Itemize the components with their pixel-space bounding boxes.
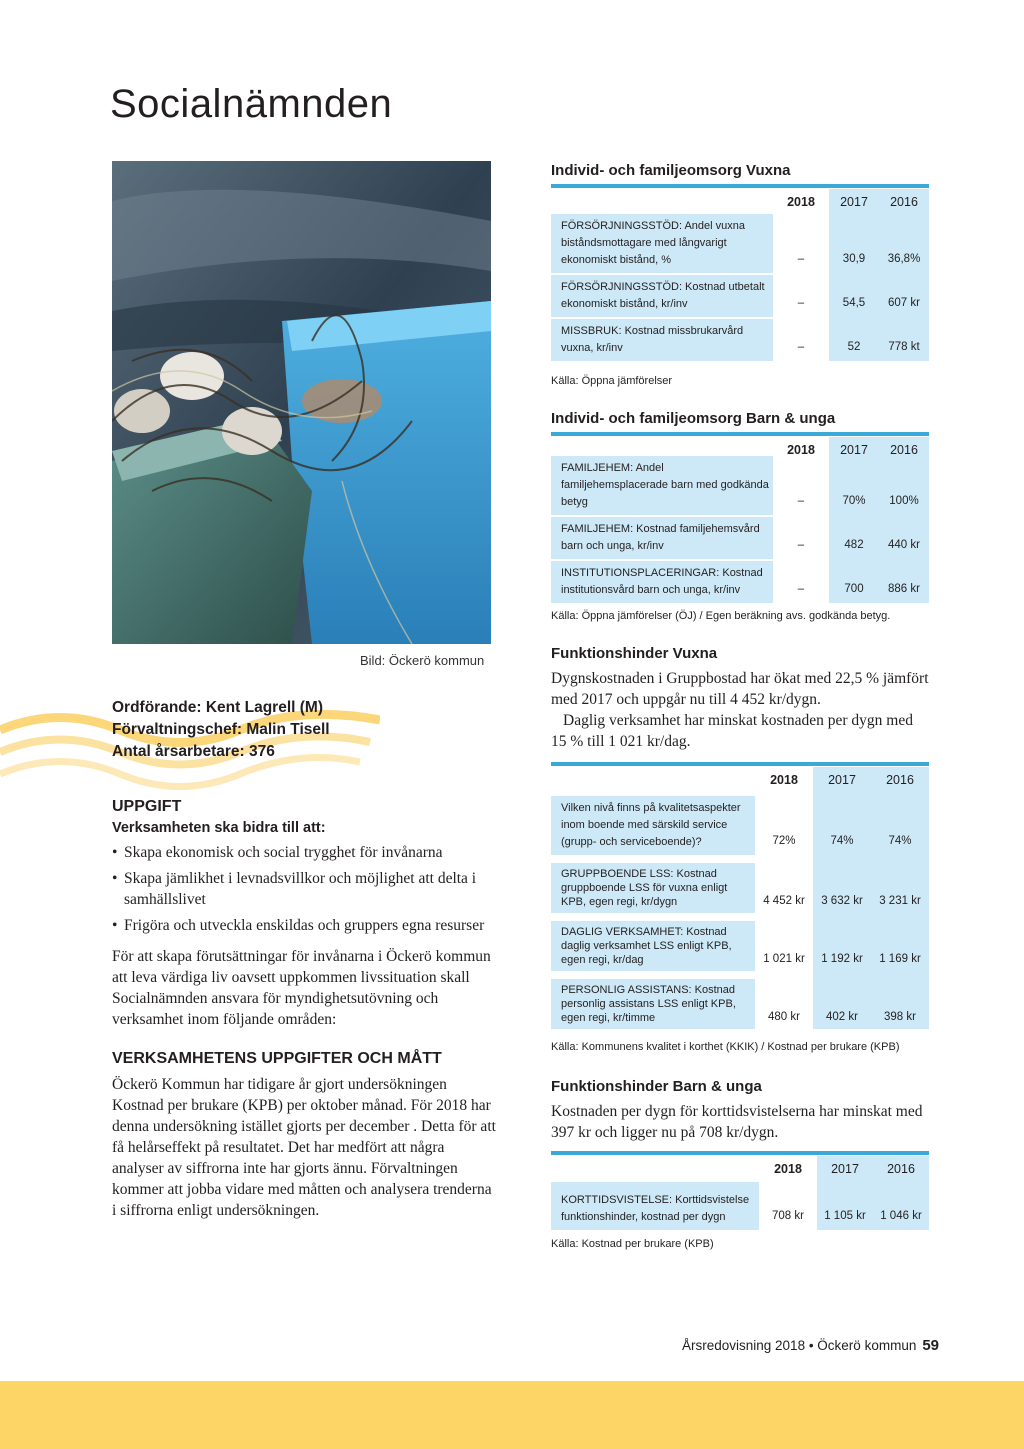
- value-2018: –: [797, 297, 805, 309]
- table-row: [551, 559, 929, 603]
- value-2016: 886 kr: [879, 559, 929, 603]
- value-2017: 3 632 kr: [813, 855, 871, 913]
- row-label: FAMILJEHEM: Andel familjehemsplacerade barn med godkända betyg: [551, 456, 773, 515]
- vuxna-table: [551, 189, 929, 361]
- table-header: [551, 767, 929, 793]
- value-2018: –: [797, 253, 805, 265]
- table-row: [551, 220, 929, 273]
- value-2017: 54,5: [829, 273, 879, 317]
- row-label: PERSONLIG ASSISTANS: Kostnad personlig assistans LSS enligt KPB, egen regi, kr/timme: [551, 979, 755, 1029]
- value-2016: 1 046 kr: [873, 1188, 929, 1230]
- value-2018: –: [797, 341, 805, 353]
- value-2016: 398 kr: [871, 971, 929, 1029]
- value-2016: 100%: [879, 471, 929, 515]
- manager-label: Förvaltningschef: Malin Tisell: [112, 721, 330, 738]
- table-header: [551, 189, 929, 215]
- row-label: GRUPPBOENDE LSS: Kostnad gruppboende LSS för vuxna enligt KPB, egen regi, kr/dygn: [551, 863, 755, 913]
- fh-vuxna-text: [551, 668, 931, 752]
- table-row: [551, 462, 929, 515]
- page-footer: [682, 1337, 939, 1354]
- year-2018: 2018: [787, 195, 815, 209]
- list-item: • Skapa ekonomisk och social trygghet för invånarna: [112, 842, 497, 863]
- left-column: [112, 798, 497, 1221]
- year-2018: 2018: [770, 773, 798, 787]
- table-header: [551, 1156, 929, 1182]
- value-2017: 70%: [829, 471, 879, 515]
- table-row: [551, 913, 929, 971]
- divider: [551, 432, 929, 436]
- verksamhet-heading: VERKSAMHETENS UPPGIFTER OCH MÅTT: [112, 1050, 442, 1067]
- year-2016: 2016: [879, 437, 929, 463]
- verksamhet-paragraph: Öckerö Kommun har tidigare år gjort undersökningen Kostnad per brukare (KPB) per oktober månad. För 2018 har denna undersökning istället gjorts per december . Detta för att få helårseffekt på resultatet. Det har medfört att några analyser av siffrorna inte har gjorts ännu. Förvaltningen kommer att jobba vidare med måtten och analysera trenderna i siffrorna enligt undersökningen.: [112, 1076, 496, 1219]
- row-label: KORTTIDSVISTELSE: Korttidsvistelse funktionshinder, kostnad per dygn: [551, 1188, 759, 1230]
- value-2017: 30,9: [829, 223, 879, 273]
- year-2017: 2017: [829, 437, 879, 463]
- barn-table: [551, 437, 929, 603]
- value-2016: 440 kr: [879, 515, 929, 559]
- value-2018: –: [797, 495, 805, 507]
- year-2018: 2018: [774, 1162, 802, 1176]
- table-row: [551, 793, 929, 855]
- value-2018: 708 kr: [772, 1210, 804, 1222]
- divider: [551, 1151, 929, 1155]
- table-row: [551, 971, 929, 1029]
- value-2017: 1 105 kr: [817, 1188, 873, 1230]
- value-2018: 1 021 kr: [763, 953, 805, 965]
- row-label: Vilken nivå finns på kvalitetsaspekter inom boende med särskild service (grupp- och serviceboende)?: [551, 796, 755, 855]
- page-title: Socialnämnden: [110, 82, 393, 126]
- value-2016: 74%: [871, 793, 929, 855]
- footer-text: Årsredovisning 2018 • Öckerö kommun: [682, 1338, 917, 1353]
- list-item: • Skapa jämlikhet i levnadsvillkor och möjlighet att delta i samhällslivet: [112, 868, 497, 910]
- paragraph: Dygnskostnaden i Gruppbostad har ökat med 22,5 % jämfört med 2017 och uppgår nu till 4 452 kr/dygn.: [551, 670, 929, 708]
- divider: [551, 762, 929, 766]
- row-label: FÖRSÖRJNINGSSTÖD: Andel vuxna biståndsmottagare med långvarigt ekonomiskt bistånd, %: [551, 214, 773, 273]
- fh-vuxna-source: Källa: Kommunens kvalitet i korthet (KKIK) / Kostnad per brukare (KPB): [551, 1041, 900, 1053]
- divider: [551, 184, 929, 188]
- fishing-nets-photo: [112, 161, 491, 644]
- year-2016: 2016: [879, 189, 929, 215]
- value-2016: 778 kt: [879, 317, 929, 361]
- row-label: INSTITUTIONSPLACERINGAR: Kostnad institutionsvård barn och unga, kr/inv: [551, 561, 773, 603]
- year-2018: 2018: [787, 443, 815, 457]
- table-row: [551, 273, 929, 317]
- value-2017: 700: [829, 559, 879, 603]
- fh-barn-source: Källa: Kostnad per brukare (KPB): [551, 1238, 714, 1250]
- value-2018: 72%: [772, 835, 796, 847]
- value-2018: 480 kr: [768, 1011, 800, 1023]
- value-2017: 74%: [813, 793, 871, 855]
- barn-title: Individ- och familjeomsorg Barn & unga: [551, 410, 836, 427]
- row-label: FÖRSÖRJNINGSSTÖD: Kostnad utbetalt ekonomiskt bistånd, kr/inv: [551, 275, 773, 317]
- row-label: DAGLIG VERKSAMHET: Kostnad daglig verksamhet LSS enligt KPB, egen regi, kr/dag: [551, 921, 755, 971]
- value-2017: 482: [829, 515, 879, 559]
- barn-source: Källa: Öppna jämförelser (ÖJ) / Egen beräkning avs. godkända betyg.: [551, 610, 891, 622]
- value-2017: 1 192 kr: [813, 913, 871, 971]
- year-2017: 2017: [829, 189, 879, 215]
- table-row: [551, 317, 929, 361]
- bottom-color-band: [0, 1381, 1024, 1449]
- chair-label: Ordförande: Kent Lagrell (M): [112, 699, 323, 716]
- value-2016: 3 231 kr: [871, 855, 929, 913]
- uppgift-paragraph: För att skapa förutsättningar för invånarna i Öckerö kommun att leva värdiga liv oavsett uppkommen livssituation skall Socialnämnden ansvara för myndighetsutövning och verksamhet inom följande områden:: [112, 948, 491, 1028]
- year-2017: 2017: [817, 1156, 873, 1182]
- table-row: [551, 855, 929, 913]
- key-facts: [112, 697, 330, 763]
- fh-barn-text: Kostnaden per dygn för korttidsvistelserna har minskat med 397 kr och ligger nu på 708 kr/dygn.: [551, 1103, 923, 1141]
- staff-label: Antal årsarbetare: 376: [112, 743, 275, 760]
- vuxna-title: Individ- och familjeomsorg Vuxna: [551, 162, 791, 179]
- photo-caption: Bild: Öckerö kommun: [360, 653, 485, 668]
- uppgift-list: [112, 842, 497, 936]
- value-2016: 36,8%: [879, 223, 929, 273]
- vuxna-source: Källa: Öppna jämförelser: [551, 375, 673, 387]
- value-2016: 607 kr: [879, 273, 929, 317]
- value-2018: 4 452 kr: [763, 895, 805, 907]
- year-2016: 2016: [873, 1156, 929, 1182]
- uppgift-heading: UPPGIFT: [112, 798, 182, 815]
- table-row: [551, 1188, 929, 1230]
- value-2018: –: [797, 539, 805, 551]
- fh-barn-title: Funktionshinder Barn & unga: [551, 1078, 762, 1095]
- fh-vuxna-table: [551, 767, 929, 1029]
- value-2017: 402 kr: [813, 971, 871, 1029]
- paragraph: Daglig verksamhet har minskat kostnaden per dygn med 15 % till 1 021 kr/dag.: [551, 712, 913, 750]
- value-2017: 52: [829, 317, 879, 361]
- value-2016: 1 169 kr: [871, 913, 929, 971]
- year-2016: 2016: [871, 767, 929, 793]
- uppgift-subheading: Verksamheten ska bidra till att:: [112, 820, 326, 836]
- list-item: • Frigöra och utveckla enskildas och gruppers egna resurser: [112, 915, 497, 936]
- table-row: [551, 515, 929, 559]
- page-number: 59: [922, 1337, 940, 1354]
- fh-barn-table: [551, 1156, 929, 1230]
- year-2017: 2017: [813, 767, 871, 793]
- row-label: MISSBRUK: Kostnad missbrukarvård vuxna, kr/inv: [551, 319, 773, 361]
- fh-vuxna-title: Funktionshinder Vuxna: [551, 645, 718, 662]
- row-label: FAMILJEHEM: Kostnad familjehemsvård barn och unga, kr/inv: [551, 517, 773, 559]
- value-2018: –: [797, 583, 805, 595]
